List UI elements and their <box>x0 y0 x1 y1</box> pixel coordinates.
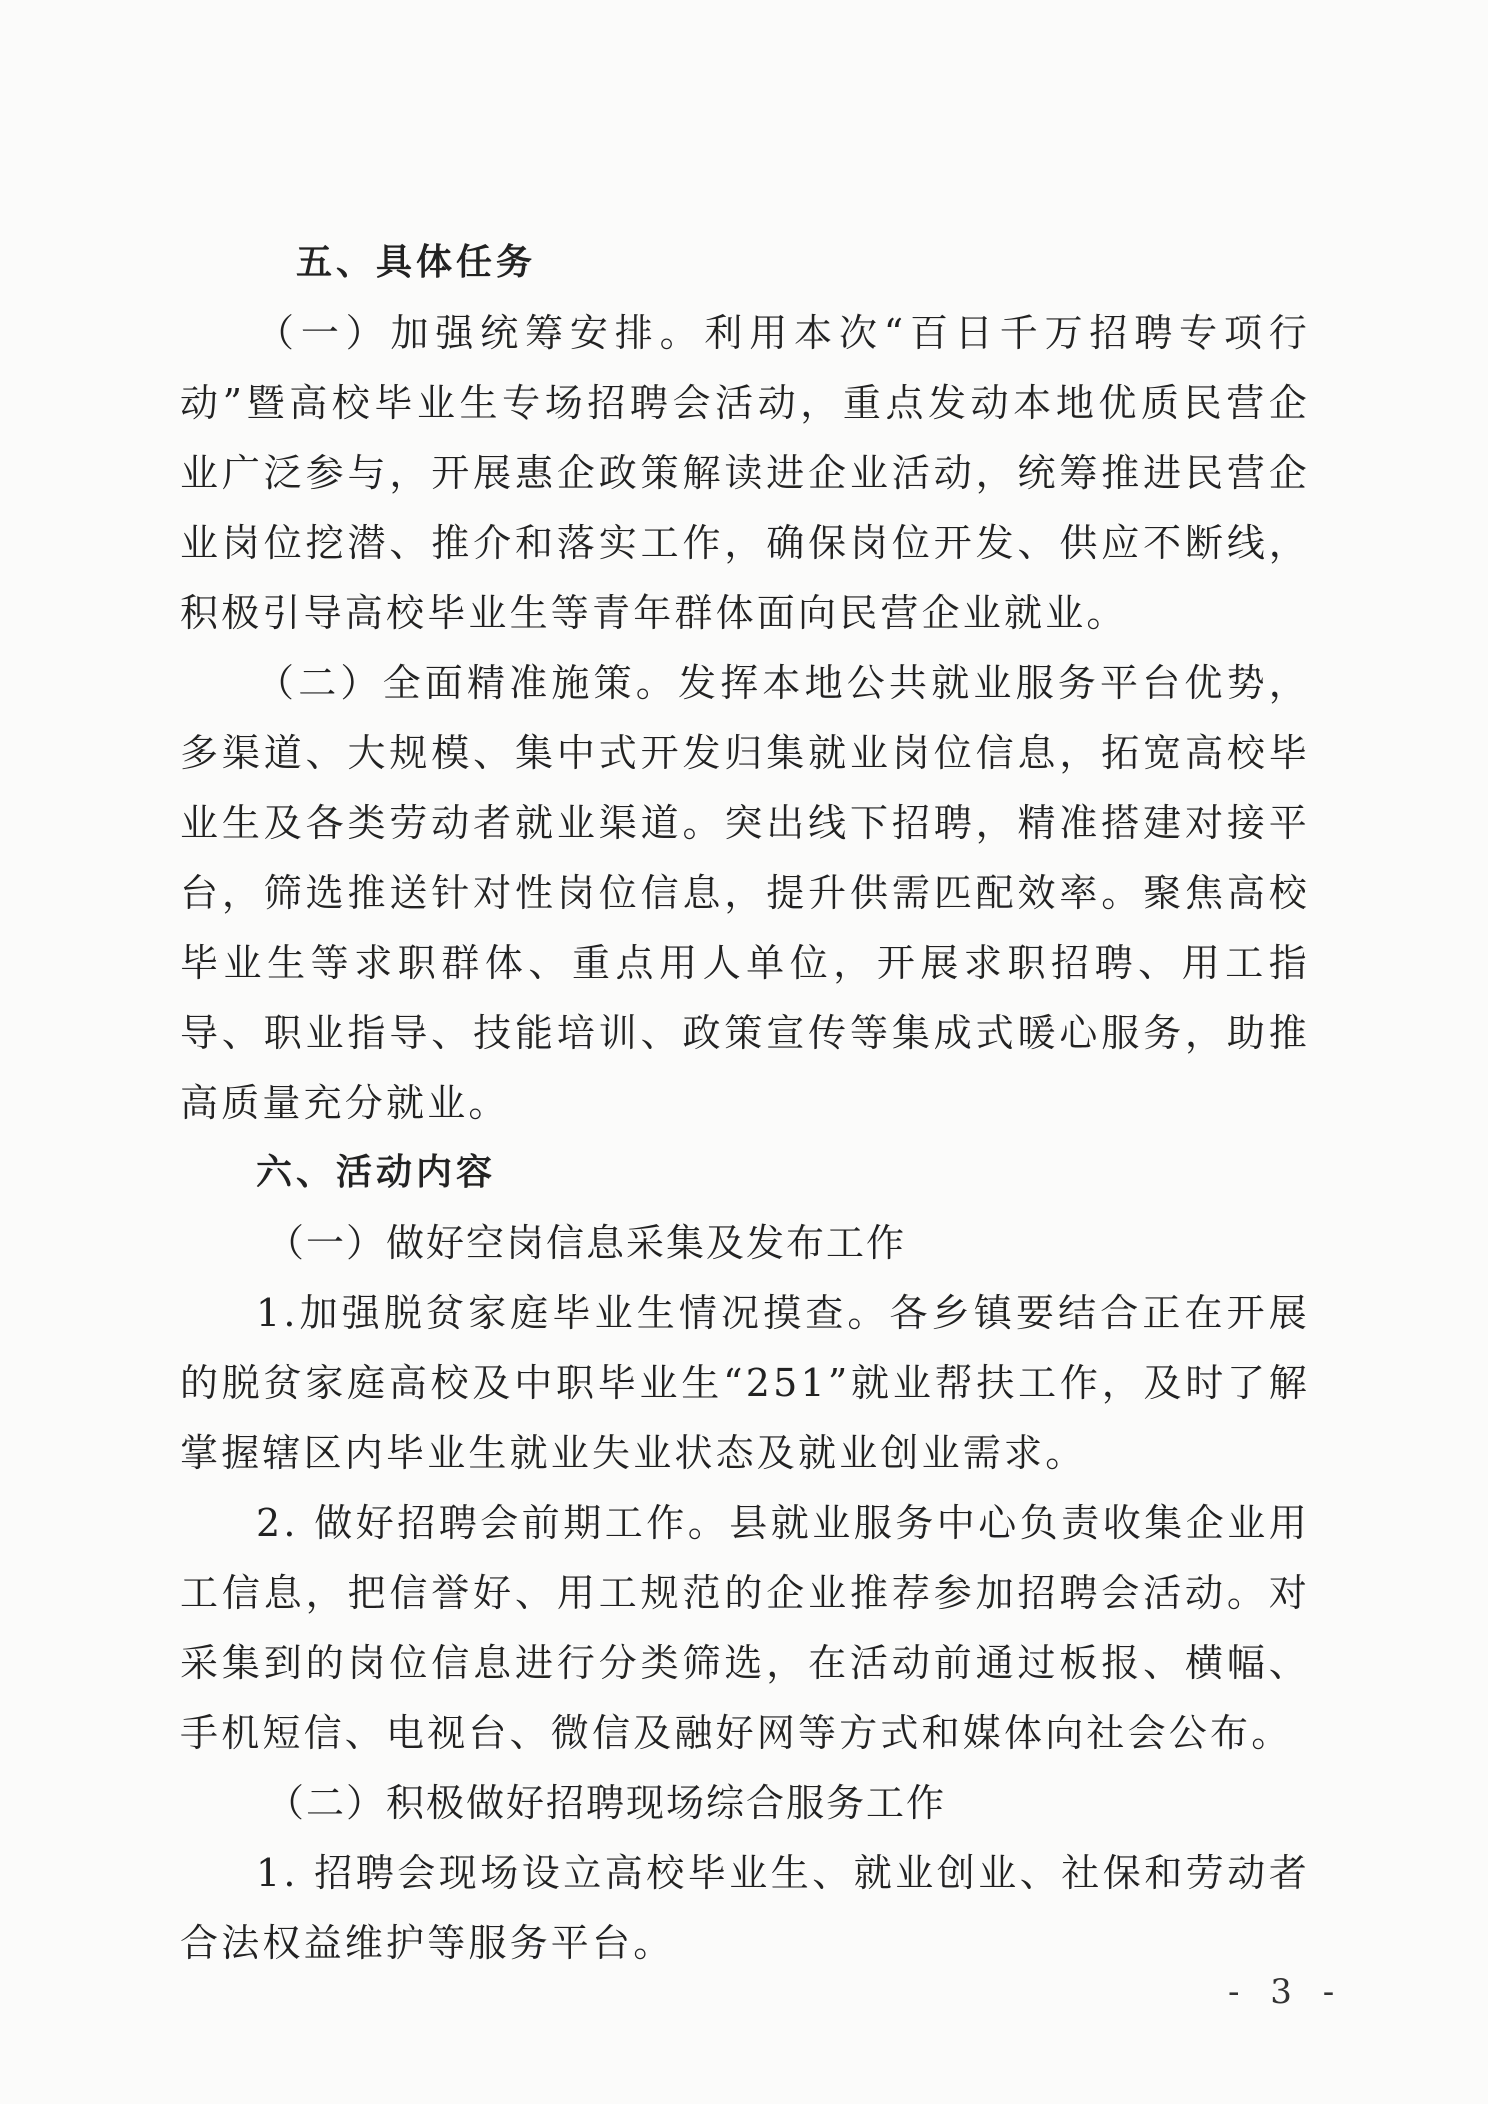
subsection-heading-2: （二）积极做好招聘现场综合服务工作 <box>266 1781 947 1825</box>
paragraph-activity-1-1: 1.加强脱贫家庭毕业生情况摸查。各乡镇要结合正在开展的脱贫家庭高校及中职毕业生“251”就业帮扶工作，及时了解掌握辖区内毕业生就业失业状态及就业创业需求。 <box>180 1291 1310 1475</box>
paragraph-text: 利用本次“百日千万招聘专项行动”暨高校毕业生专场招聘会活动，重点发动本地优质民营企业广泛参与，开展惠企政策解读进企业活动，统筹推进民营企业岗位挖潜、推介和落实工作，确保岗位开发、供应不断线，积极引导高校毕业生等青年群体面向民营企业就业。 <box>180 311 1310 635</box>
paragraph-activity-1-2: 2. 做好招聘会前期工作。县就业服务中心负责收集企业用工信息，把信誉好、用工规范的企业推荐参加招聘会活动。对采集到的岗位信息进行分类筛选，在活动前通过板报、横幅、手机短信、电视台、微信及融好网等方式和媒体向社会公布。 <box>180 1501 1310 1755</box>
document-body <box>180 228 1310 1978</box>
paragraph-task-1 <box>180 298 1310 648</box>
section-heading-5: 五、具体任务 <box>296 242 537 283</box>
paragraph-task-2 <box>180 648 1310 1138</box>
paragraph-text: 发挥本地公共就业服务平台优势，多渠道、大规模、集中式开发归集就业岗位信息，拓宽高校毕业生及各类劳动者就业渠道。突出线下招聘，精准搭建对接平台，筛选推送针对性岗位信息，提升供需匹配效率。聚焦高校毕业生等求职群体、重点用人单位，开展求职招聘、用工指导、职业指导、技能培训、政策宣传等集成式暖心服务，助推高质量充分就业。 <box>180 661 1310 1125</box>
paragraph-label: （一）加强统筹安排。 <box>256 311 705 355</box>
page-number: - 3 - <box>1228 1972 1345 2012</box>
paragraph-label: （二）全面精准施策。 <box>256 661 678 705</box>
subsection-heading-1: （一）做好空岗信息采集及发布工作 <box>266 1221 907 1265</box>
paragraph-activity-2-1: 1. 招聘会现场设立高校毕业生、就业创业、社保和劳动者合法权益维护等服务平台。 <box>180 1851 1310 1965</box>
section-heading-6: 六、活动内容 <box>256 1152 497 1193</box>
